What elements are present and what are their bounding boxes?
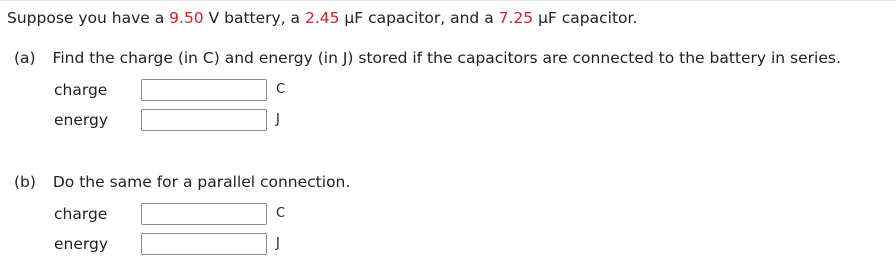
top-divider: [0, 0, 896, 1]
part-b-header: [14, 173, 350, 191]
part-b-question: Do the same for a parallel connection.: [52, 173, 351, 191]
part-a-question: Find the charge (in C) and energy (in J) stored if the capacitors are connected to the battery in series.: [52, 49, 841, 67]
part-a-charge-unit: C: [276, 82, 286, 97]
part-b-charge-input[interactable]: [141, 203, 267, 225]
part-a-energy-input[interactable]: [141, 109, 267, 131]
part-a-header: [14, 49, 841, 67]
capacitor2-unit-text: μF capacitor.: [533, 9, 638, 27]
part-b-energy-input[interactable]: [141, 233, 267, 255]
part-a-tag: (a): [14, 49, 36, 67]
part-b-tag: (b): [14, 173, 36, 191]
part-b-charge-unit: C: [276, 206, 286, 221]
part-a-charge-input[interactable]: [141, 79, 267, 101]
part-a-energy-unit: J: [276, 112, 280, 127]
problem-prefix: Suppose you have a: [7, 9, 170, 27]
part-a-charge-label: charge: [54, 81, 108, 99]
part-b-energy-label: energy: [54, 235, 109, 253]
part-b-energy-unit: J: [276, 236, 280, 251]
voltage-value: 9.50: [169, 9, 204, 27]
problem-statement: [7, 9, 637, 27]
part-b-charge-label: charge: [54, 205, 108, 223]
capacitor1-value: 2.45: [304, 9, 340, 27]
voltage-unit-text: V battery, a: [203, 9, 305, 27]
capacitor2-value: 7.25: [498, 9, 534, 27]
part-a-energy-label: energy: [54, 111, 109, 129]
capacitor1-unit-text: μF capacitor, and a: [339, 9, 499, 27]
